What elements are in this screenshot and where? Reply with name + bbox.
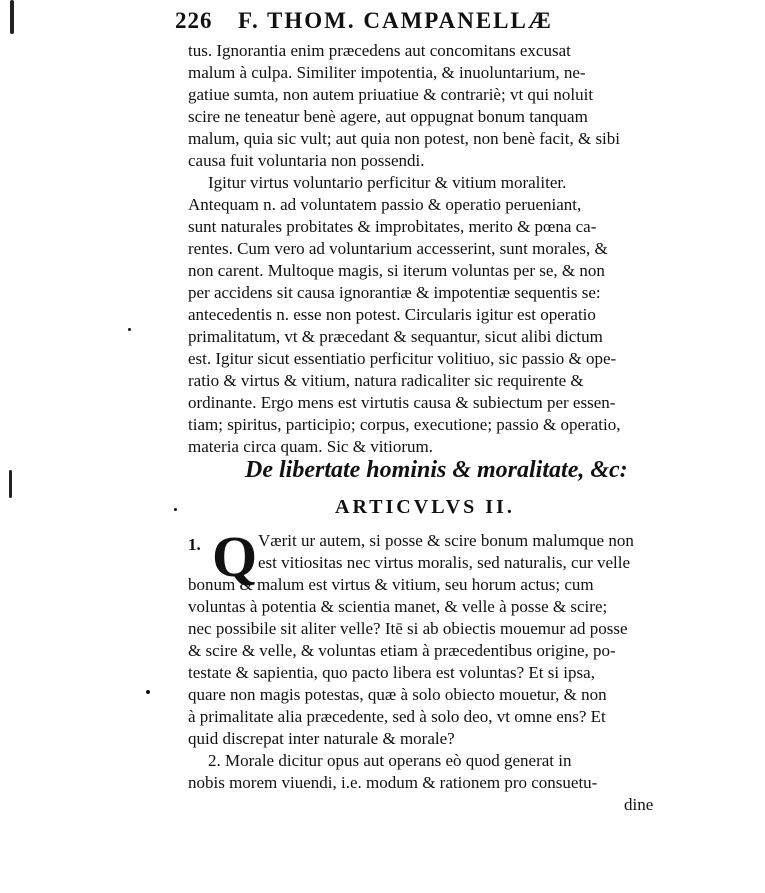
running-head: F. THOM. CAMPANELLÆ [238, 8, 553, 33]
question-line: bonum & malum est virtus & vitium, seu horum actus; cum [188, 575, 594, 594]
body-line: malum, quia sic vult; aut quia non potest, non benè facit, & sibi [188, 129, 621, 148]
margin-mark [174, 508, 177, 511]
drop-cap: Q [212, 524, 258, 589]
body-line: causa fuit voluntaria non possendi. [188, 151, 425, 170]
running-header [175, 8, 695, 38]
body-line: ordinante. Ergo mens est virtutis causa & subiectum per essen- [188, 393, 616, 412]
paragraph-2-line: nobis morem viuendi, i.e. modum & rationem pro consuetu- [188, 773, 598, 792]
body-line: Igitur virtus voluntario perficitur & vitium moraliter. [208, 173, 567, 192]
question-line: testate & sapientia, quo pacto libera est voluntas? Et si ipsa, [188, 663, 595, 682]
body-line: materia circa quam. Sic & vitiorum. [188, 437, 434, 456]
body-line: sunt naturales probitates & improbitates, merito & pœna ca- [188, 217, 597, 236]
body-line: antecedentis n. esse non potest. Circularis igitur est operatio [188, 305, 596, 324]
question-line: est vitiositas nec virtus moralis, sed naturalis, cur velle [258, 553, 631, 572]
page-number: 226 [175, 8, 213, 33]
body-line: Antequam n. ad voluntatem passio & operatio perueniant, [188, 195, 582, 214]
body-line: malum à culpa. Similiter impotentia, & inuoluntarium, ne- [188, 63, 586, 82]
question-line: voluntas à potentia & scientia manet, & velle à posse & scire; [188, 597, 608, 616]
question-line: à primalitate alia præcedente, sed à solo deo, vt omne ens? Et [188, 707, 606, 726]
body-line: scire ne teneatur benè agere, aut oppugnat bonum tanquam [188, 107, 588, 126]
body-line: est. Igitur sicut essentiatio perficitur volitiuo, sic passio & ope- [188, 349, 617, 368]
margin-mark [128, 328, 131, 331]
section-title: De libertate hominis & moralitate, &c: [245, 457, 628, 483]
body-line: rentes. Cum vero ad voluntarium accesserint, sunt morales, & [188, 239, 608, 258]
body-line: primalitatum, vt & præcedant & sequantur, sicut alibi dictum [188, 327, 603, 346]
catchword: dine [624, 795, 654, 814]
question-line: quare non magis potestas, quæ à solo obiecto mouetur, & non [188, 685, 607, 704]
body-line: gatiue sumta, non autem priuatiue & contrariè; vt qui noluit [188, 85, 594, 104]
question-line: nec possibile sit aliter velle? Itē si ab obiectis mouemur ad posse [188, 619, 628, 638]
margin-mark [146, 690, 150, 694]
question-line: & scire & velle, & voluntas etiam à præcedentibus origine, po- [188, 641, 616, 660]
question-line: quid discrepat inter naturale & morale? [188, 729, 455, 748]
question-line: Værit ur autem, si posse & scire bonum malumque non [258, 531, 634, 550]
body-line: tus. Ignorantia enim præcedens aut concomitans excusat [188, 41, 571, 60]
article-heading: ARTICVLVS II. [335, 496, 515, 518]
paragraph-2-line: 2. Morale dicitur opus aut operans eò quod generat in [208, 751, 572, 770]
body-line: non carent. Multoque magis, si iterum voluntas per se, & non [188, 261, 605, 280]
question-number: 1. [188, 535, 201, 554]
body-line: tiam; spiritus, participio; corpus, executione; passio & operatio, [188, 415, 621, 434]
body-line: ratio & virtus & vitium, natura radicaliter sic requirente & [188, 371, 584, 390]
gutter-mark [10, 0, 14, 34]
gutter-mark [9, 470, 12, 498]
body-line: per accidens sit causa ignorantiæ & impotentiæ sequentis se: [188, 283, 601, 302]
